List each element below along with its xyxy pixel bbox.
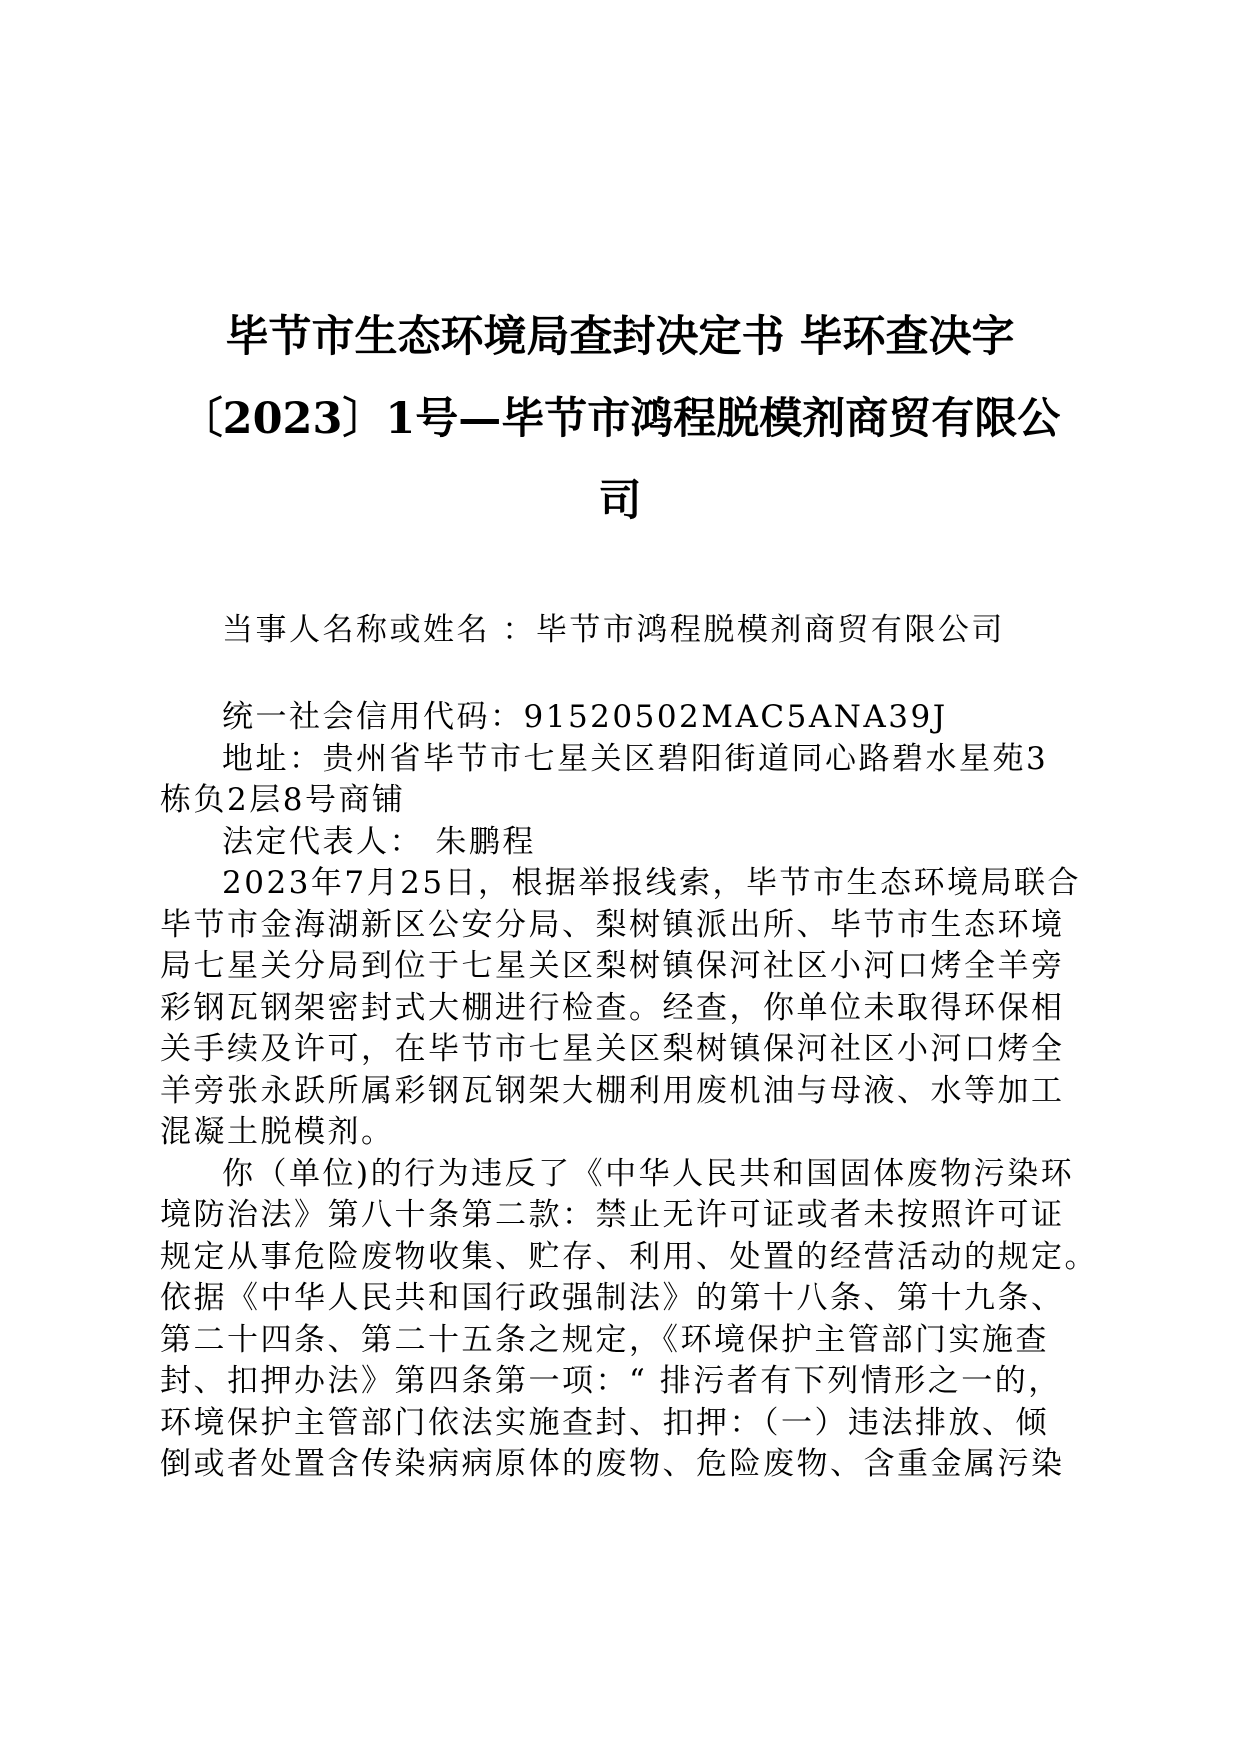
paragraph-line: 封、扣押办法》第四条第一项：“ 排污者有下列情形之一的，	[160, 1363, 1062, 1399]
address-line: 地址：贵州省毕节市七星关区碧阳街道同心路碧水星苑3	[222, 740, 1049, 777]
paragraph-line: 毕节市金海湖新区公安分局、梨树镇派出所、毕节市生态环境	[160, 906, 1065, 943]
paragraph-line: 环境保护主管部门依法实施查封、扣押：（一）违法排放、倾	[160, 1404, 1049, 1441]
document-body	[160, 697, 1098, 1486]
paragraph-line: 你（单位)的行为违反了《中华人民共和国固体废物污染环	[222, 1155, 1075, 1192]
paragraph-line: 关手续及许可，在毕节市七星关区梨树镇保河社区小河口烤全	[160, 1031, 1065, 1067]
party-name-block	[160, 610, 1080, 652]
paragraph-line: 境防治法》第八十条第二款：禁止无许可证或者未按照许可证	[160, 1197, 1065, 1233]
paragraph-line: 局七星关分局到位于七星关区梨树镇保河社区小河口烤全羊旁	[160, 948, 1065, 984]
paragraph-line: 第二十四条、第二十五条之规定，《环境保护主管部门实施查	[160, 1321, 1049, 1358]
address-line-cont: 栋负2层8号商铺	[160, 782, 406, 818]
credit-code-line: 统一社会信用代码：91520502MAC5ANA39J	[222, 699, 948, 735]
document-title	[160, 296, 1080, 542]
paragraph-line: 彩钢瓦钢架密封式大棚进行检查。经查，你单位未取得环保相	[160, 989, 1065, 1026]
paragraph-line: 倒或者处置含传染病病原体的废物、危险废物、含重金属污染	[160, 1446, 1065, 1482]
paragraph-line: 2023年7月25日，根据举报线索，毕节市生态环境局联合	[222, 865, 1082, 901]
legal-representative-line: 法定代表人： 朱鹏程	[222, 823, 536, 860]
paragraph-line: 羊旁张永跃所属彩钢瓦钢架大棚利用废机油与母液、水等加工	[160, 1072, 1065, 1109]
paragraph-line: 规定从事危险废物收集、贮存、利用、处置的经营活动的规定。	[160, 1238, 1098, 1275]
title-line-2: 〔2023〕1号—毕节市鸿程脱模剂商贸有限公	[179, 394, 1061, 444]
title-line-1: 毕节市生态环境局查封决定书 毕环查决字	[225, 312, 1015, 362]
title-line-3: 司	[598, 476, 642, 526]
paragraph-line: 混凝土脱模剂。	[160, 1114, 395, 1150]
party-name-line: 当事人名称或姓名 ：毕节市鸿程脱模剂商贸有限公司	[222, 612, 1005, 648]
paragraph-line: 依据《中华人民共和国行政强制法》的第十八条、第十九条、	[160, 1280, 1065, 1316]
